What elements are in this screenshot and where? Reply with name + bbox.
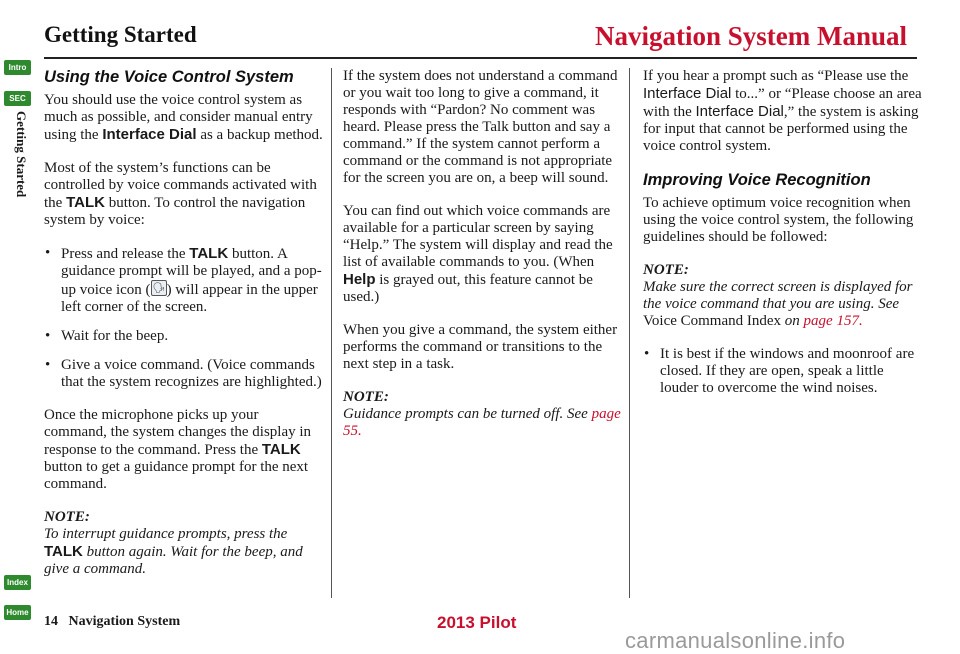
paragraph: You can find out which voice commands are available for a particular screen by saying “Help.” The system will display and read the list of available commands to you. (When Help is grayed out, this feature cannot be used.) — [343, 203, 613, 305]
bullet-list — [44, 245, 324, 391]
paragraph: When you give a command, the system either performs the command or transitions to the next step in a task. — [343, 322, 618, 372]
note-text: Guidance prompts can be turned off. See page 55. — [343, 406, 621, 439]
page-number: 14 — [44, 614, 58, 629]
footer-label: Navigation System — [68, 614, 181, 629]
list-item: • It is best if the windows and moonroof are closed. If they are open, speak a little louder to overcome the wind noises. — [643, 346, 923, 397]
note-text: Make sure the correct screen is displayed for the voice command that you are using. See Voice Command Index on page 157. — [643, 279, 913, 329]
ui-term: TALK — [44, 543, 83, 560]
list-item: • Press and release the TALK button. A guidance prompt will be played, and a pop-up voice icon (🗣 ) will appear in the upper left corner of the screen. — [44, 245, 324, 316]
tab-index[interactable]: Index — [4, 575, 31, 590]
column-2 — [343, 68, 621, 456]
watermark: carmanualsonline.info — [625, 628, 846, 653]
bullet-list — [643, 346, 923, 397]
column-divider — [331, 68, 332, 598]
page-link[interactable]: page 157. — [803, 313, 863, 329]
ui-term: Interface Dial — [643, 85, 732, 102]
tab-home[interactable]: Home — [4, 605, 31, 620]
header-rule — [44, 57, 917, 59]
vertical-section-text: Getting Started — [14, 111, 29, 198]
heading-improving-recognition: Improving Voice Recognition — [643, 171, 871, 189]
ui-term: Help — [343, 271, 376, 288]
page-link[interactable]: page 55. — [343, 406, 621, 439]
ui-term: TALK — [189, 245, 229, 262]
section-title: Getting Started — [44, 22, 197, 47]
tab-sec[interactable]: SEC — [4, 91, 31, 106]
model-year-label: 2013 Pilot — [437, 613, 517, 632]
paragraph: To achieve optimum voice recognition when using the voice control system, the following guidelines should be followed: — [643, 195, 914, 245]
paragraph: If the system does not understand a command or you wait too long to give a command, it responds with “Pardon? No comment was heard. Please press the Talk button and say a command.” If the system cannot perform a command or the command is not appropriate for the screen you are on, a beep will sound. — [343, 68, 618, 186]
note-heading: NOTE: — [44, 509, 90, 525]
paragraph: You should use the voice control system as much as possible, and consider manual entry using the Interface Dial as a backup method. — [44, 92, 323, 143]
heading-voice-control: Using the Voice Control System — [44, 68, 294, 86]
ui-term: TALK — [66, 194, 105, 211]
note-text: To interrupt guidance prompts, press the TALK button again. Wait for the beep, and give a command. — [44, 526, 303, 577]
tab-intro[interactable]: Intro — [4, 60, 31, 75]
vertical-section-title — [10, 110, 29, 220]
column-3 — [643, 68, 923, 409]
paragraph: Once the microphone picks up your command, the system changes the display in response to the command. Press the TALK button to get a guidance prompt for the next command. — [44, 407, 312, 492]
page-footer — [44, 614, 180, 630]
reference-title: Voice Command Index — [643, 313, 782, 329]
manual-title: Navigation System Manual — [595, 21, 908, 51]
paragraph: If you hear a prompt such as “Please use the Interface Dial to...” or “Please choose an area with the Interface Dial,” the system is asking for input that cannot be performed using the voice control system. — [643, 68, 922, 154]
list-item: • Wait for the beep. — [44, 328, 324, 345]
paragraph: Most of the system’s functions can be controlled by voice commands activated with the TALK button. To control the navigation system by voice: — [44, 160, 317, 228]
note-heading: NOTE: — [343, 389, 389, 405]
ui-term: Interface Dial — [102, 126, 197, 143]
note-heading: NOTE: — [643, 262, 689, 278]
voice-icon — [151, 280, 167, 296]
ui-term: TALK — [261, 441, 301, 458]
ui-term: Interface Dial — [695, 103, 784, 120]
column-divider — [629, 68, 630, 598]
column-1 — [44, 68, 324, 594]
list-item: • Give a voice command. (Voice commands that the system recognizes are highlighted.) — [44, 357, 324, 391]
